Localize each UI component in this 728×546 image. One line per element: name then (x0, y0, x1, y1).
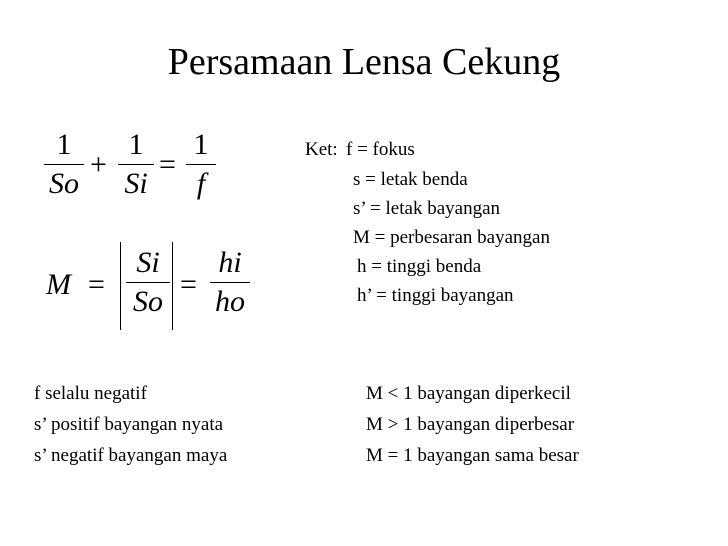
plus-sign: + (90, 148, 107, 181)
fraction-one-over-si (118, 128, 154, 201)
fraction-denominator: ho (215, 285, 245, 318)
note-line: M = 1 bayangan sama besar (366, 445, 579, 466)
fraction-numerator: 1 (193, 128, 209, 161)
legend-item: h = tinggi benda (357, 256, 482, 277)
fraction-denominator: f (196, 167, 206, 200)
page-title: Persamaan Lensa Cekung (167, 41, 561, 83)
legend-item: M = perbesaran bayangan (353, 227, 550, 248)
equals-sign: = (88, 268, 105, 301)
fraction-one-over-f (186, 128, 216, 201)
note-line: M > 1 bayangan diperbesar (366, 414, 575, 435)
absolute-value-bar-right (172, 242, 173, 330)
fraction-bar (186, 164, 216, 165)
legend-item: h’ = tinggi bayangan (357, 285, 514, 306)
legend-item: s’ = letak bayangan (353, 198, 500, 219)
legend-item: s = letak benda (353, 169, 468, 190)
note-line: s’ negatif bayangan maya (34, 445, 228, 466)
legend-item: f = fokus (346, 139, 415, 160)
fraction-hi-over-ho (210, 246, 250, 319)
fraction-numerator: 1 (56, 128, 72, 161)
fraction-bar (126, 282, 170, 283)
equals-sign: = (180, 268, 197, 301)
fraction-numerator: Si (136, 246, 160, 279)
note-line: M < 1 bayangan diperkecil (366, 383, 571, 404)
fraction-numerator: hi (218, 246, 242, 279)
fraction-denominator: So (49, 167, 79, 200)
legend-prefix: Ket: (305, 139, 338, 160)
fraction-bar (118, 164, 154, 165)
note-line: f selalu negatif (34, 383, 147, 404)
fraction-bar (210, 282, 250, 283)
note-line: s’ positif bayangan nyata (34, 414, 224, 435)
fraction-numerator: 1 (128, 128, 144, 161)
equals-sign: = (159, 148, 176, 181)
magnification-symbol: M (46, 268, 71, 301)
fraction-denominator: So (133, 285, 163, 318)
fraction-one-over-so (44, 128, 84, 201)
absolute-value-bar-left (120, 242, 121, 330)
fraction-denominator: Si (124, 167, 148, 200)
fraction-si-over-so (126, 246, 170, 319)
fraction-bar (44, 164, 84, 165)
